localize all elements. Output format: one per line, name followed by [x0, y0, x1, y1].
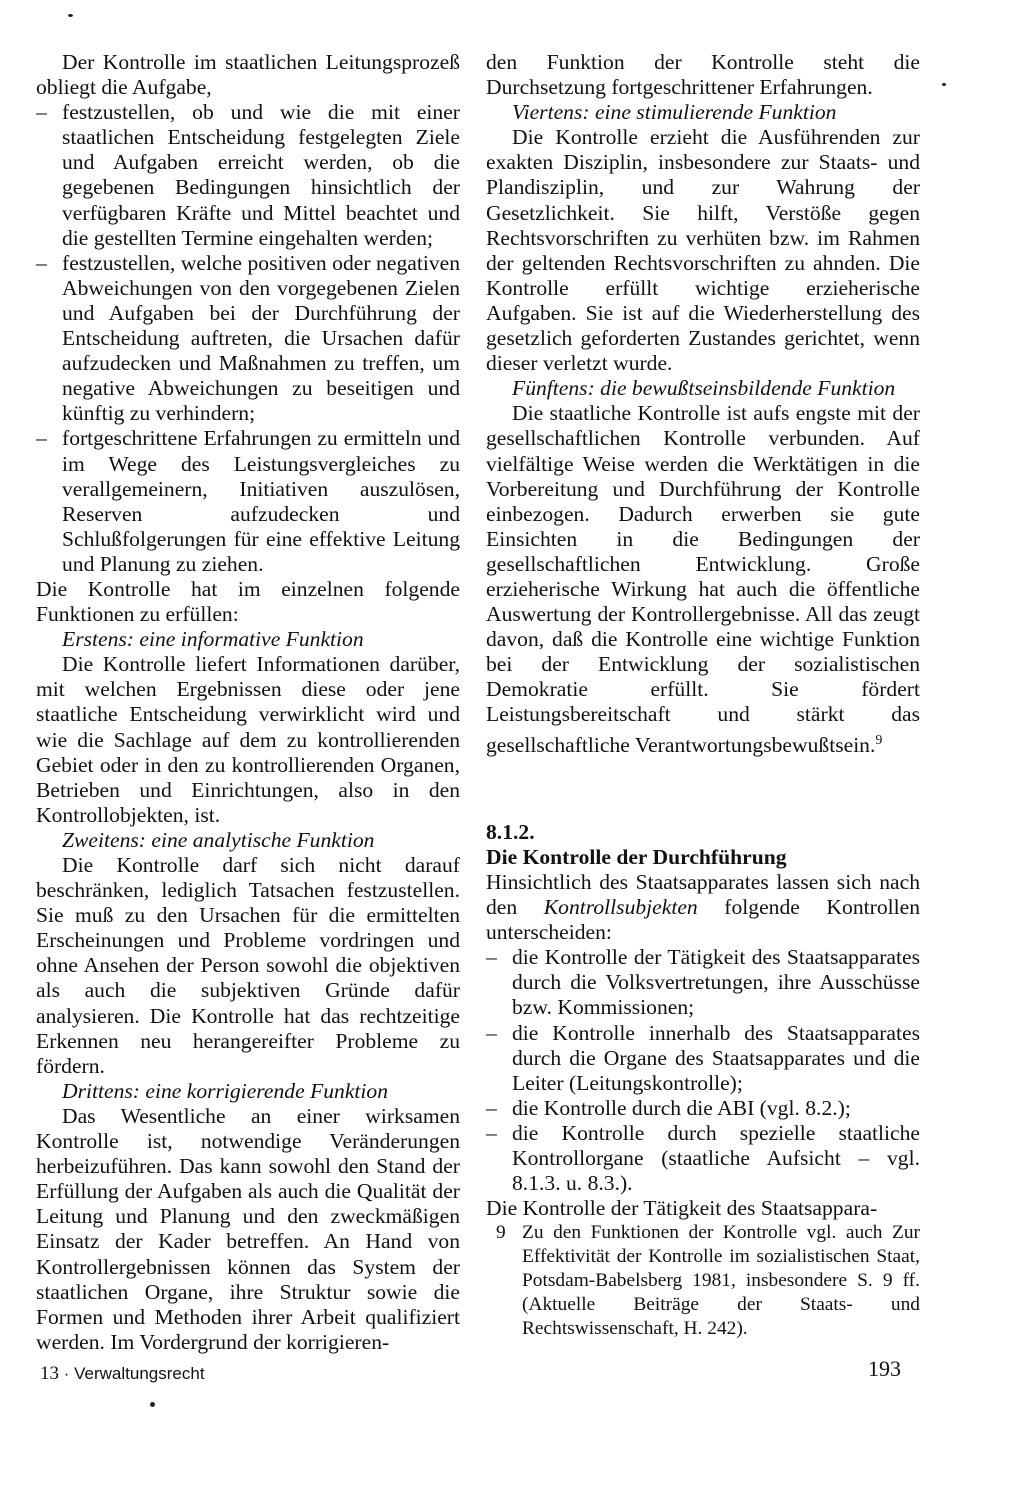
section-title: Die Kontrolle der Durchführung — [486, 844, 787, 869]
list-item: – die Kontrolle durch die ABI (vgl. 8.2.); — [486, 1096, 920, 1121]
list-item: – die Kontrolle durch spezielle staatliche Kontrollorgane (staatliche Aufsicht – vgl. 8.1.3. u. 8.3.). — [486, 1121, 920, 1196]
left-column — [36, 50, 460, 1355]
fourth-function-heading: Viertens: eine stimulierende Funktion — [512, 100, 837, 125]
list-item: – festzustellen, ob und wie die mit einer staatlichen Entscheidung festgelegten Ziele und Aufgaben erreicht werden, ob die gegebenen Bedingungen hinsichtlich der verfügbaren Kräfte und Mittel beachtet und die gestellten Termine eingehalten werden; — [36, 100, 460, 251]
section-intro-after: folgende Kontrollen unterscheiden: — [486, 895, 920, 945]
fifth-function-heading: Fünftens: die bewußtseinsbildende Funktion — [512, 376, 896, 401]
second-function-text: Die Kontrolle darf sich nicht darauf beschränken, lediglich Tatsachen festzustellen. Sie muß zu den Ursachen für die ermittelten Erscheinungen und Probleme vordringen und ohne Ansehen der Person sowohl die objektiven als auch die subjektiven Gründe dafür analysieren. Die Kontrolle hat das rechtzeitige Erkennen neu herangereifter Probleme zu fördern. — [36, 853, 460, 1078]
functions-intro: Die Kontrolle hat im einzelnen folgende Funktionen zu erfüllen: — [36, 576, 460, 627]
first-function-text: Die Kontrolle liefert Informationen darüber, mit welchen Ergebnissen diese oder jene staatliche Entscheidung verwirklicht wird und wie die Sachlage auf dem zu kontrollierenden Gebiet oder in den zu kontrollierenden Organen, Betrieben und Einrichtungen, also in den Kontrollobjekten, ist. — [36, 652, 460, 827]
list-item: – fortgeschrittene Erfahrungen zu ermitteln und im Wege des Leistungsvergleiches zu verallgemeinern, Initiativen auszulösen, Reserven aufzudecken und Schlußfolgerungen für eine effektive Leitung und Planung zu ziehen. — [36, 426, 460, 577]
list-item: – die Kontrolle der Tätigkeit des Staatsapparates durch die Volksvertretungen, ihre Ausschüsse bzw. Kommissionen; — [486, 945, 920, 1020]
speck-mark — [68, 14, 73, 17]
first-function-heading: Erstens: eine informative Funktion — [62, 627, 364, 652]
footnote — [496, 1221, 920, 1341]
list-item: – festzustellen, welche positiven oder negativen Abweichungen von den vorgegebenen Zielen und Aufgaben bei der Durchführung der Entscheidung auftreten, die Ursachen dafür aufzudecken und Maßnahmen zu treffen, um negative Abweichungen zu beseitigen und künftig zu verhindern; — [36, 251, 460, 427]
task-list — [36, 100, 460, 577]
signature-number: 13 — [40, 1363, 59, 1384]
speck-mark — [150, 1402, 155, 1407]
continuation-paragraph: den Funktion der Kontrolle steht die Durchsetzung fortgeschrittener Erfahrungen. — [486, 50, 920, 100]
page-number: 193 — [868, 1356, 901, 1381]
intro-paragraph: Der Kontrolle im staatlichen Leitungsprozeß obliegt die Aufgabe, — [36, 50, 460, 100]
section-intro — [486, 870, 920, 945]
second-function-heading: Zweitens: eine analytische Funktion — [62, 827, 375, 852]
fifth-function-text — [486, 401, 920, 758]
section-number: 8.1.2. — [486, 819, 535, 844]
third-function-text: Das Wesentliche an einer wirksamen Kontrolle ist, notwendige Veränderungen herbeizuführen. Das kann sowohl den Stand der Erfüllung der Aufgaben als auch die Qualität der Leitung und Planung und den zweckmäßigen Einsatz der Kader betreffen. An Hand von Kontrollergebnissen können das System der staatlichen Organe, ihre Struktur sowie die Formen und Methoden ihrer Arbeit qualifiziert werden. Im Vordergrund der korrigieren- — [36, 1103, 460, 1354]
section-intro-term: Kontrollsubjekten — [543, 895, 698, 920]
signature-title: Verwaltungsrecht — [74, 1364, 205, 1383]
signature-separator: · — [63, 1364, 70, 1383]
third-function-heading: Drittens: eine korrigierende Funktion — [62, 1078, 389, 1103]
section-heading — [486, 820, 920, 870]
closing-paragraph: Die Kontrolle der Tätigkeit des Staatsappara- — [486, 1196, 878, 1221]
control-types-list — [486, 945, 920, 1196]
footnote-number: 9 — [496, 1222, 506, 1243]
footnote-text: Zu den Funktionen der Kontrolle vgl. auch Zur Effektivität der Kontrolle im sozialistischen Staat, Potsdam-Babelsberg 1981, insbesondere S. 9 ff. (Aktuelle Beiträge der Staats- und Rechtswissenschaft, H. 242). — [522, 1222, 920, 1339]
fourth-function-text: Die Kontrolle erzieht die Ausführenden zur exakten Disziplin, insbesondere zur Staats- und Plandisziplin, und zur Wahrung der Gesetzlichkeit. Sie hilft, Verstöße gegen Rechtsvorschriften zu verhüten bzw. im Rahmen der geltenden Rechtsvorschriften zu ahnden. Die Kontrolle erfüllt wichtige erzieherische Aufgaben. Sie ist auf die Wiederherstellung des gesetzlich geforderten Zustandes gerichtet, wenn dieser verletzt wurde. — [486, 125, 920, 376]
list-item: – die Kontrolle innerhalb des Staatsapparates durch die Organe des Staatsapparates und die Leiter (Leitungskontrolle); — [486, 1021, 920, 1096]
fifth-function-body: Die staatliche Kontrolle ist aufs engste mit der gesellschaftlichen Kontrolle verbunden. Auf vielfältige Weise werden die Werktätigen in die Vorbereitung und Durchführung der Kontrolle einbezogen. Dadurch erwerben sie gute Einsichten in die Bedingungen der gesellschaftlichen Entwicklung. Große erzieherische Wirkung hat auch die öffentliche Auswertung der Kontrollergebnisse. All das zeugt davon, daß die Kontrolle eine wichtige Funktion bei der Entwicklung der sozialistischen Demokratie erfüllt. Sie fördert Leistungsbereitschaft und stärkt das gesellschaftliche Verantwortungsbewußtsein. — [486, 401, 920, 757]
speck-mark — [942, 83, 946, 86]
footnote-reference: 9 — [875, 732, 883, 748]
signature-mark — [40, 1363, 205, 1385]
section-intro-before: Hinsichtlich des Staatsapparates lassen sich nach den — [486, 870, 920, 920]
right-column — [486, 50, 920, 1221]
